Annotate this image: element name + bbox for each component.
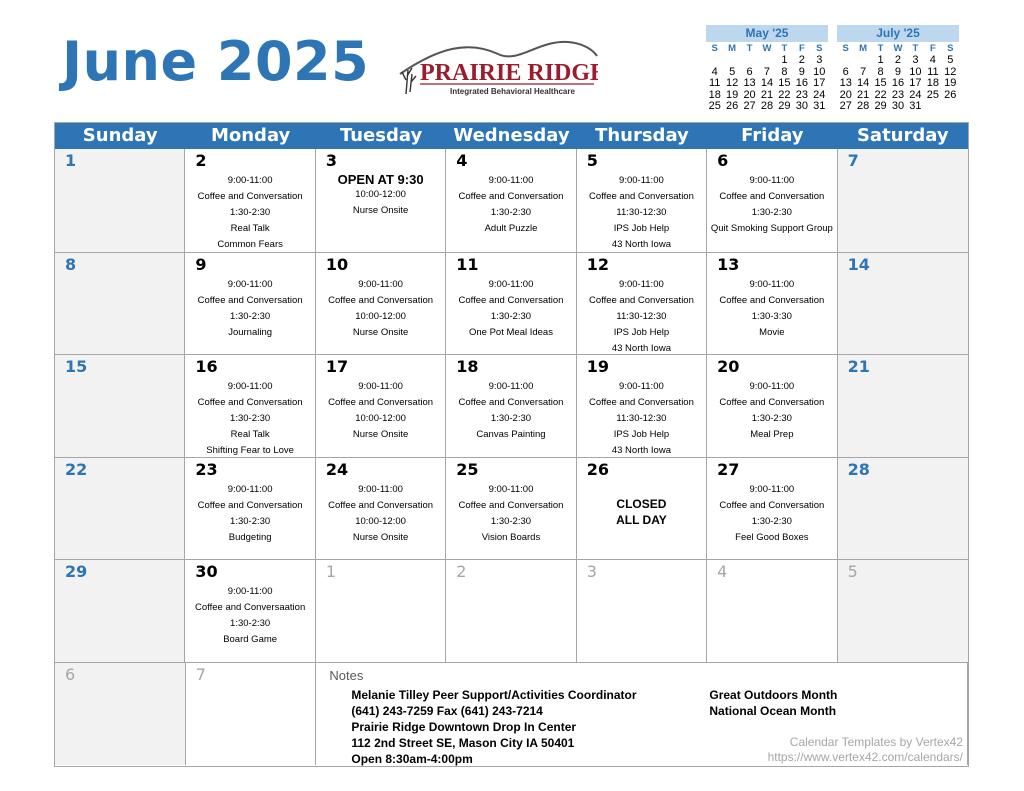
mini-day: 14	[760, 77, 774, 89]
event-line: 1:30-2:30	[490, 310, 532, 322]
mini-day	[706, 55, 723, 67]
mini-day: 11	[709, 77, 721, 89]
event-list	[185, 584, 314, 648]
event-list	[446, 277, 575, 341]
weekday-friday: Friday	[741, 125, 804, 146]
contact-line: (641) 243-7259 Fax (641) 243-7214	[351, 703, 543, 718]
event-line: Coffee and Conversation	[588, 294, 694, 306]
mini-day: 29	[778, 100, 791, 112]
closed-line: CLOSED	[616, 496, 667, 511]
event-line: Coffee and Conversation	[458, 397, 564, 409]
event-line: 1:30-2:30	[490, 413, 532, 425]
event-line: Coffee and Conversation	[197, 191, 303, 202]
observance-line: Great Outdoors Month	[709, 687, 838, 702]
day-cell	[577, 252, 707, 355]
event-line: 9:00-11:00	[488, 175, 534, 186]
headline-note: OPEN AT 9:30	[337, 172, 424, 187]
event-line: Coffee and Conversation	[328, 397, 434, 409]
day-cell	[838, 149, 968, 252]
day-number: 10	[325, 254, 349, 274]
mini-day: 7	[763, 65, 771, 78]
notes-label: Notes	[329, 667, 364, 683]
day-number: 14	[847, 254, 870, 274]
event-list	[577, 173, 706, 253]
event-line: 9:00-11:00	[749, 278, 795, 290]
day-cell	[446, 559, 576, 662]
event-line: One Pot Meal Ideas	[469, 326, 553, 338]
day-number: 9	[195, 254, 207, 274]
mini-calendar-may	[706, 25, 828, 113]
event-line: 9:00-11:00	[488, 483, 534, 495]
mini-day: 12	[726, 77, 739, 89]
event-line: 1:30-2:30	[490, 207, 532, 218]
event-line: Coffee and Conversation	[197, 499, 303, 511]
weekday-thursday: Thursday	[595, 125, 689, 146]
mini-day: 23	[891, 88, 905, 101]
day-number: 15	[65, 357, 88, 377]
event-list	[185, 277, 314, 341]
day-cell	[577, 354, 707, 457]
day-number: 22	[65, 459, 88, 479]
day-cell	[55, 354, 185, 457]
mini-day: 2	[894, 54, 902, 66]
event-list	[316, 379, 445, 443]
event-line: Coffee and Conversation	[719, 294, 825, 306]
day-cell	[707, 354, 837, 457]
event-line: 9:00-11:00	[488, 278, 534, 290]
day-number: 3	[325, 151, 337, 170]
day-cell	[577, 559, 707, 662]
event-line: 10:00-12:00	[355, 310, 406, 322]
mini-day: 26	[944, 88, 957, 101]
event-line: Nurse Onsite	[352, 205, 409, 216]
event-line: Coffee and Conversation	[197, 397, 303, 409]
event-line: Coffee and Conversation	[588, 397, 694, 409]
logo-tagline: Integrated Behavioral Healthcare	[450, 87, 575, 96]
day-number: 1	[325, 562, 337, 582]
mini-day: 7	[860, 65, 867, 78]
mini-calendar-month: July '25	[837, 25, 959, 42]
mini-day: 9	[798, 65, 805, 78]
event-line: 10:00-12:00	[355, 515, 406, 527]
weekday-wednesday: Wednesday	[453, 125, 570, 146]
mini-day	[854, 55, 871, 67]
mini-weekday-label: M	[728, 43, 737, 54]
contact-line: Open 8:30am-4:00pm	[351, 751, 473, 766]
mini-day: 13	[743, 77, 756, 89]
day-number: 6	[65, 664, 76, 684]
event-line: Board Game	[223, 634, 278, 646]
mini-calendar-days	[706, 55, 828, 113]
event-line: 9:00-11:00	[227, 381, 273, 393]
event-line: Coffee and Conversation	[328, 499, 434, 511]
contact-line: 112 2nd Street SE, Mason City IA 50401	[351, 735, 575, 750]
mini-day: 31	[813, 100, 826, 112]
event-list	[577, 379, 706, 459]
day-cell	[185, 559, 315, 662]
event-line: Coffee and Conversation	[458, 191, 564, 202]
mini-weekday-label: S	[842, 43, 849, 54]
day-number: 8	[65, 254, 77, 274]
event-line: IPS Job Help	[613, 223, 670, 234]
event-list	[185, 482, 314, 546]
contact-line: Melanie Tilley Peer Support/Activities Coordinator	[351, 687, 637, 702]
mini-day: 6	[746, 65, 753, 78]
mini-weekday-label: T	[877, 43, 884, 54]
template-credit	[768, 735, 963, 765]
event-list	[577, 277, 706, 357]
event-list	[185, 173, 314, 253]
mini-day: 8	[781, 65, 788, 78]
event-list	[316, 277, 445, 341]
event-line: Coffee and Conversation	[588, 191, 694, 202]
event-line: 10:00-12:00	[355, 413, 406, 425]
mini-day: 23	[795, 88, 808, 101]
mini-weekday-label: F	[929, 43, 936, 54]
day-number: 4	[717, 562, 728, 582]
event-line: 9:00-11:00	[749, 483, 795, 495]
day-cell-jul-6	[55, 663, 186, 765]
event-line: Real Talk	[230, 429, 270, 441]
mini-day: 26	[726, 100, 739, 112]
page-title: June 2025	[62, 30, 370, 93]
mini-day: 10	[909, 65, 922, 78]
day-number: 13	[717, 254, 740, 274]
day-number: 7	[195, 664, 206, 684]
event-list	[446, 173, 575, 237]
day-number: 2	[195, 151, 207, 170]
day-cell	[838, 354, 968, 457]
event-line: Budgeting	[228, 531, 272, 543]
mini-day: 3	[816, 54, 823, 66]
mini-day: 20	[839, 88, 852, 101]
event-line: 9:00-11:00	[749, 175, 795, 186]
observance-line: National Ocean Month	[709, 703, 837, 718]
mini-day: 22	[874, 88, 887, 101]
event-line: Feel Good Boxes	[735, 531, 809, 543]
event-line: 9:00-11:00	[358, 381, 403, 393]
mini-day: 12	[944, 65, 957, 78]
day-number: 24	[325, 459, 349, 479]
event-line: 10:00-12:00	[355, 189, 406, 200]
mini-day: 24	[909, 88, 922, 101]
mini-day: 6	[842, 65, 849, 78]
mini-day: 31	[909, 100, 922, 112]
mini-day: 1	[877, 54, 884, 66]
mini-day: 28	[760, 100, 774, 112]
event-line: 1:30-2:30	[751, 413, 792, 425]
mini-day: 1	[781, 54, 788, 66]
event-line: 1:30-2:30	[230, 413, 271, 425]
mini-day: 21	[760, 88, 774, 101]
day-number: 2	[456, 562, 467, 582]
mini-day: 29	[874, 100, 887, 112]
day-cell	[316, 149, 446, 252]
event-line: 1:30-2:30	[230, 207, 271, 218]
day-number: 18	[456, 357, 479, 377]
day-cell	[577, 149, 707, 252]
weekday-header	[55, 123, 968, 149]
event-list	[707, 379, 836, 443]
mini-day: 19	[944, 77, 957, 89]
day-cell	[577, 457, 707, 560]
event-list	[316, 187, 445, 219]
event-line: Meal Prep	[750, 429, 794, 441]
day-cell	[55, 559, 185, 662]
day-number: 28	[847, 459, 870, 479]
day-cell	[55, 252, 185, 355]
notes-box	[316, 663, 968, 765]
event-list	[446, 379, 575, 443]
mini-weekday-label: M	[859, 43, 868, 54]
day-number: 11	[456, 254, 479, 274]
mini-day: 27	[743, 100, 756, 112]
event-line: 9:00-11:00	[619, 381, 664, 393]
day-number: 29	[65, 562, 88, 582]
event-line: Vision Boards	[481, 531, 541, 543]
day-number: 23	[195, 459, 218, 479]
mini-weekday-label: S	[816, 43, 823, 54]
event-line: Coffee and Conversation	[719, 499, 825, 511]
day-cell	[185, 354, 315, 457]
prairie-ridge-logo	[398, 30, 598, 98]
weekday-monday: Monday	[210, 125, 291, 146]
event-line: Coffee and Conversation	[719, 397, 825, 409]
day-cell	[446, 252, 576, 355]
event-line: 9:00-11:00	[749, 381, 795, 393]
mini-day: 17	[909, 77, 922, 89]
mini-day: 4	[711, 65, 718, 78]
day-cell	[316, 559, 446, 662]
mini-day: 8	[877, 65, 884, 78]
day-cell	[707, 252, 837, 355]
day-number: 1	[65, 151, 77, 170]
mini-day: 27	[839, 100, 852, 112]
mini-day: 16	[891, 77, 905, 89]
event-line: 43 North Iowa	[611, 342, 671, 354]
mini-day: 18	[708, 88, 721, 101]
event-line: Coffee and Conversation	[328, 294, 434, 306]
weekday-sunday: Sunday	[82, 125, 158, 146]
day-cell	[707, 457, 837, 560]
day-cell	[446, 354, 576, 457]
day-number: 27	[717, 459, 740, 479]
day-number: 19	[586, 357, 609, 377]
day-number: 4	[456, 151, 468, 170]
event-line: 9:00-11:00	[358, 278, 403, 290]
event-line: Adult Puzzle	[484, 223, 538, 234]
event-line: 1:30-2:30	[230, 515, 271, 527]
day-number: 12	[586, 254, 609, 274]
day-cell	[185, 149, 315, 252]
contact-line: Prairie Ridge Downtown Drop In Center	[351, 719, 577, 734]
day-number: 25	[456, 459, 479, 479]
event-list	[185, 379, 314, 459]
day-cell	[185, 457, 315, 560]
mini-day: 2	[798, 54, 805, 66]
event-line: Coffee and Conversation	[458, 294, 564, 306]
mini-day: 20	[743, 88, 756, 101]
event-line: IPS Job Help	[613, 326, 670, 338]
day-number: 26	[586, 459, 609, 479]
event-list	[707, 482, 836, 546]
mini-day	[741, 55, 758, 67]
mini-weekday-label: S	[947, 43, 954, 54]
mini-day: 19	[726, 88, 739, 101]
mini-day: 28	[857, 100, 870, 112]
mini-day: 30	[891, 100, 905, 112]
mini-day: 9	[894, 65, 902, 78]
closed-note	[577, 496, 706, 528]
event-line: Quit Smoking Support Group	[710, 223, 833, 234]
day-cell	[316, 252, 446, 355]
event-line: 1:30-2:30	[230, 310, 271, 322]
event-line: Nurse Onsite	[352, 531, 409, 543]
calendar-weeks	[55, 149, 968, 662]
mini-day: 3	[912, 54, 919, 66]
event-line: Real Talk	[230, 223, 270, 234]
contact-info	[351, 687, 636, 767]
month-calendar	[54, 122, 969, 767]
mini-weekday-label: S	[711, 43, 718, 54]
mini-weekday-label: T	[781, 43, 788, 54]
mini-weekday-label: T	[912, 43, 919, 54]
day-number: 3	[586, 562, 597, 582]
day-cell	[707, 559, 837, 662]
day-cell	[55, 149, 185, 252]
event-line: Common Fears	[217, 239, 283, 250]
day-cell	[316, 354, 446, 457]
calendar-footer-row	[55, 662, 968, 765]
event-line: 9:00-11:00	[227, 586, 273, 598]
logo-wordmark: PRAIRIE RIDGE	[420, 60, 598, 86]
event-line: 9:00-11:00	[358, 483, 403, 495]
event-list	[446, 482, 575, 546]
mini-calendar-weekdays	[706, 42, 828, 55]
event-line: Coffee and Conversation	[719, 191, 825, 202]
mini-day: 14	[857, 77, 870, 89]
day-cell	[838, 457, 968, 560]
mini-day	[723, 55, 740, 67]
event-line: 1:30-2:30	[230, 618, 271, 630]
event-line: IPS Job Help	[613, 429, 670, 441]
event-line: 1:30-2:30	[751, 207, 792, 218]
mini-day: 5	[947, 54, 954, 66]
mini-day: 15	[778, 77, 791, 89]
mini-day: 5	[729, 65, 736, 78]
event-line: 11:30-12:30	[616, 413, 667, 425]
mini-day: 13	[839, 77, 852, 89]
event-line: 11:30-12:30	[616, 310, 667, 322]
event-line: Coffee and Conversaation	[195, 602, 306, 614]
day-cell	[55, 457, 185, 560]
day-number: 17	[325, 357, 349, 377]
mini-day: 17	[813, 77, 826, 89]
closed-line: ALL DAY	[616, 512, 667, 527]
weekday-tuesday: Tuesday	[339, 125, 423, 146]
day-cell	[316, 457, 446, 560]
event-list	[707, 173, 836, 237]
event-line: 43 North Iowa	[611, 445, 671, 457]
mini-day	[837, 55, 854, 67]
event-line: Movie	[759, 326, 785, 338]
mini-day: 4	[929, 54, 936, 66]
day-number: 5	[847, 562, 858, 582]
mini-calendar-july	[837, 25, 959, 113]
day-cell	[185, 252, 315, 355]
event-line: Journaling	[228, 326, 273, 338]
event-line: 1:30-2:30	[490, 515, 532, 527]
event-line: 43 North Iowa	[611, 239, 671, 250]
mini-day: 24	[813, 88, 826, 101]
event-line: 9:00-11:00	[619, 175, 664, 186]
credit-link[interactable]: https://www.vertex42.com/calendars/	[767, 749, 963, 764]
day-cell	[446, 457, 576, 560]
event-line: Coffee and Conversation	[197, 294, 303, 306]
day-number: 6	[717, 151, 729, 170]
day-cell	[446, 149, 576, 252]
mini-day: 25	[708, 100, 721, 112]
day-number: 16	[195, 357, 218, 377]
day-number: 20	[717, 357, 740, 377]
mini-day: 15	[874, 77, 887, 89]
event-line: Coffee and Conversation	[458, 499, 564, 511]
day-cell	[838, 559, 968, 662]
day-number: 30	[195, 562, 218, 582]
event-line: 1:30-3:30	[751, 310, 792, 322]
mini-day: 18	[926, 77, 939, 89]
event-line: 9:00-11:00	[227, 483, 273, 495]
mini-weekday-label: W	[762, 43, 772, 54]
event-line: 1:30-2:30	[751, 515, 792, 527]
day-cell	[707, 149, 837, 252]
mini-weekday-label: T	[746, 43, 753, 54]
day-number: 21	[847, 357, 870, 377]
observances	[709, 687, 837, 719]
mini-calendar-month: May '25	[706, 25, 828, 42]
event-list	[316, 482, 445, 546]
mini-day: 21	[857, 88, 870, 101]
event-line: 9:00-11:00	[227, 175, 273, 186]
mini-day: 30	[795, 100, 808, 112]
event-line: 9:00-11:00	[619, 278, 664, 290]
day-number: 7	[847, 151, 859, 170]
day-number: 5	[586, 151, 598, 170]
mini-weekday-label: F	[798, 43, 805, 54]
mini-day: 25	[926, 88, 939, 101]
event-line: Canvas Painting	[476, 429, 546, 441]
event-line: Shifting Fear to Love	[206, 445, 294, 457]
event-list	[707, 277, 836, 341]
event-line: 9:00-11:00	[227, 278, 273, 290]
mini-day: 22	[778, 88, 791, 101]
event-line: Nurse Onsite	[352, 429, 409, 441]
mini-day	[758, 55, 775, 67]
event-line: Nurse Onsite	[352, 326, 409, 338]
mini-day: 11	[927, 65, 939, 78]
weekday-saturday: Saturday	[856, 125, 949, 146]
event-line: 11:30-12:30	[616, 207, 667, 218]
event-line: 9:00-11:00	[488, 381, 534, 393]
mini-weekday-label: W	[893, 43, 903, 54]
day-cell	[838, 252, 968, 355]
day-cell-jul-7	[186, 663, 317, 765]
mini-day: 16	[795, 77, 808, 89]
mini-day: 10	[813, 65, 826, 78]
credit-line: Calendar Templates by Vertex42	[789, 734, 963, 749]
mini-calendar-days	[837, 55, 959, 113]
